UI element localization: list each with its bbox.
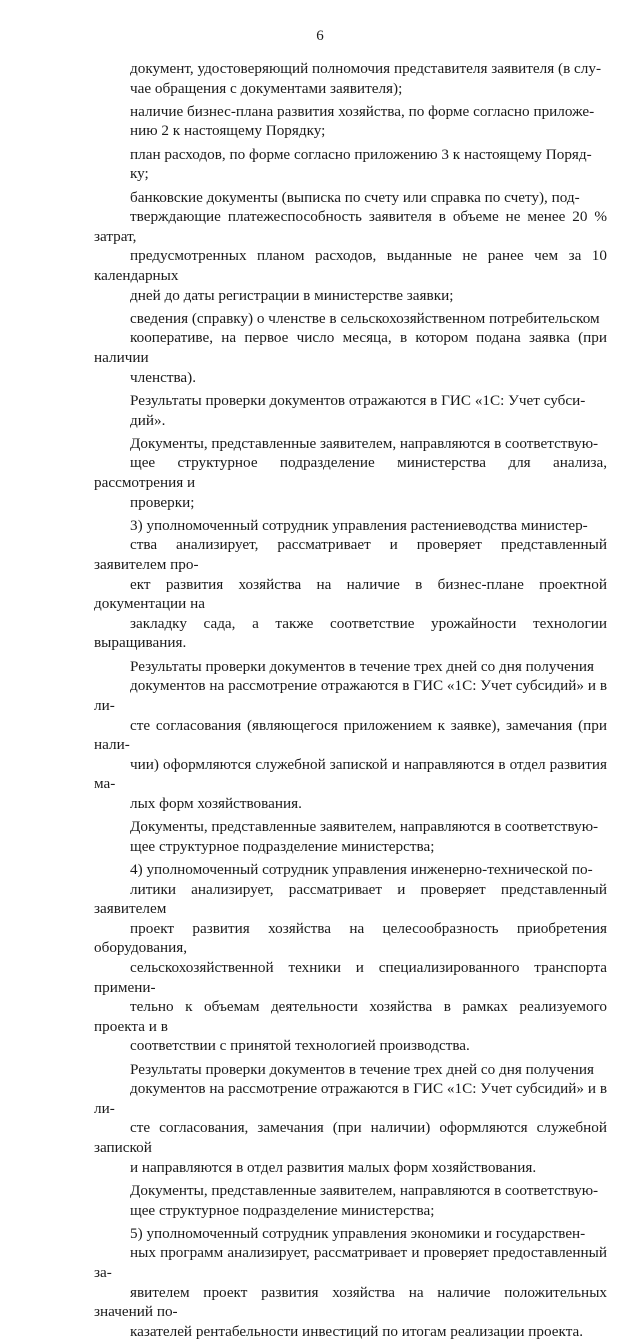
- text-line: ства анализирует, рассматривает и проверяет представленный заявителем про-: [94, 536, 607, 574]
- text-line: лых форм хозяйствования.: [130, 794, 302, 812]
- text-line: кооперативе, на первое число месяца, в котором подана заявка (при наличии: [94, 329, 607, 367]
- paragraph: [94, 59, 607, 98]
- paragraph: [94, 860, 607, 1056]
- text-line: проверки;: [130, 493, 195, 511]
- paragraph: [94, 1224, 607, 1341]
- text-line: членства).: [130, 368, 197, 386]
- text-line: банковские документы (выписка по счету или справка по счету), под-: [130, 188, 580, 206]
- text-line: чии) оформляются служебной запиской и направляются в отдел развития ма-: [94, 755, 607, 793]
- text-line: дней до даты регистрации в министерстве заявки;: [130, 286, 454, 304]
- text-line: тельно к объемам деятельности хозяйства в рамках реализуемого проекта и в: [94, 998, 607, 1035]
- paragraph: [94, 145, 607, 184]
- text-line: явителем проект развития хозяйства на наличие положительных значений по-: [94, 1283, 607, 1321]
- text-line: предусмотренных планом расходов, выданные не ранее чем за 10 календарных: [94, 247, 607, 284]
- text-line: дий».: [130, 411, 166, 429]
- text-line: план расходов, по форме согласно приложению 3 к настоящему Поряд-: [130, 145, 592, 163]
- paragraph: [94, 1181, 607, 1220]
- text-line: документов на рассмотрение отражаются в ГИС «1С: Учет субсидий» и в ли-: [94, 1080, 607, 1117]
- text-line: сведения (справку) о членстве в сельскохозяйственном потребительском: [130, 309, 600, 327]
- text-line: щее структурное подразделение министерства;: [130, 1201, 435, 1219]
- text-line: ных программ анализирует, рассматривает и проверяет предоставленный за-: [94, 1244, 607, 1281]
- paragraph: [94, 391, 607, 430]
- paragraph: [94, 102, 607, 141]
- text-line: литики анализирует, рассматривает и проверяет представленный заявителем: [94, 880, 607, 918]
- text-line: Документы, представленные заявителем, направляются в соответствую-: [130, 1181, 599, 1199]
- text-line: наличие бизнес-плана развития хозяйства, по форме согласно приложе-: [130, 102, 595, 120]
- text-line: Документы, представленные заявителем, направляются в соответствую-: [130, 818, 599, 836]
- paragraph: [94, 516, 607, 653]
- text-line: Результаты проверки документов в течение трех дней со дня получения: [130, 657, 594, 675]
- text-line: Результаты проверки документов отражаются в ГИС «1С: Учет субси-: [130, 391, 586, 409]
- text-line: чае обращения с документами заявителя);: [130, 79, 403, 97]
- text-line: сте согласования (являющегося приложением к заявке), замечания (при нали-: [94, 716, 607, 754]
- text-line: тверждающие платежеспособность заявителя в объеме не менее 20 % затрат,: [94, 208, 607, 245]
- text-line: проект развития хозяйства на целесообразность приобретения оборудования,: [94, 919, 607, 957]
- text-line: щее структурное подразделение министерства;: [130, 837, 435, 855]
- text-line: казателей рентабельности инвестиций по итогам реализации проекта.: [130, 1322, 584, 1340]
- paragraph: [94, 657, 607, 814]
- text-line: 3) уполномоченный сотрудник управления растениеводства министер-: [130, 516, 588, 534]
- body-text: [94, 59, 607, 1341]
- text-line: закладку сада, а также соответствие урожайности технологии выращивания.: [94, 614, 607, 652]
- text-line: документ, удостоверяющий полномочия представителя заявителя (в слу-: [130, 60, 602, 77]
- text-line: щее структурное подразделение министерства для анализа, рассмотрения и: [94, 454, 607, 491]
- text-line: соответствии с принятой технологией производства.: [130, 1037, 470, 1055]
- text-line: ку;: [130, 165, 149, 183]
- text-line: сте согласования, замечания (при наличии) оформляются служебной запиской: [94, 1119, 607, 1157]
- paragraph: [94, 188, 607, 306]
- page-number: 6: [316, 28, 324, 44]
- text-line: сельскохозяйственной техники и специализированного транспорта примени-: [94, 959, 607, 996]
- text-line: 5) уполномоченный сотрудник управления экономики и государствен-: [130, 1224, 586, 1242]
- paragraph: [94, 1060, 607, 1178]
- paragraph: [94, 434, 607, 512]
- paragraph: [94, 817, 607, 856]
- text-line: ект развития хозяйства на наличие в бизнес-плане проектной документации на: [94, 575, 607, 613]
- text-line: документов на рассмотрение отражаются в ГИС «1С: Учет субсидий» и в ли-: [94, 677, 607, 714]
- text-line: Результаты проверки документов в течение трех дней со дня получения: [130, 1060, 594, 1078]
- text-line: и направляются в отдел развития малых форм хозяйствования.: [130, 1158, 537, 1176]
- text-line: нию 2 к настоящему Порядку;: [130, 122, 326, 140]
- paragraph: [94, 309, 607, 387]
- text-line: Документы, представленные заявителем, направляются в соответствую-: [130, 434, 599, 452]
- text-line: 4) уполномоченный сотрудник управления инженерно-технической по-: [130, 861, 593, 879]
